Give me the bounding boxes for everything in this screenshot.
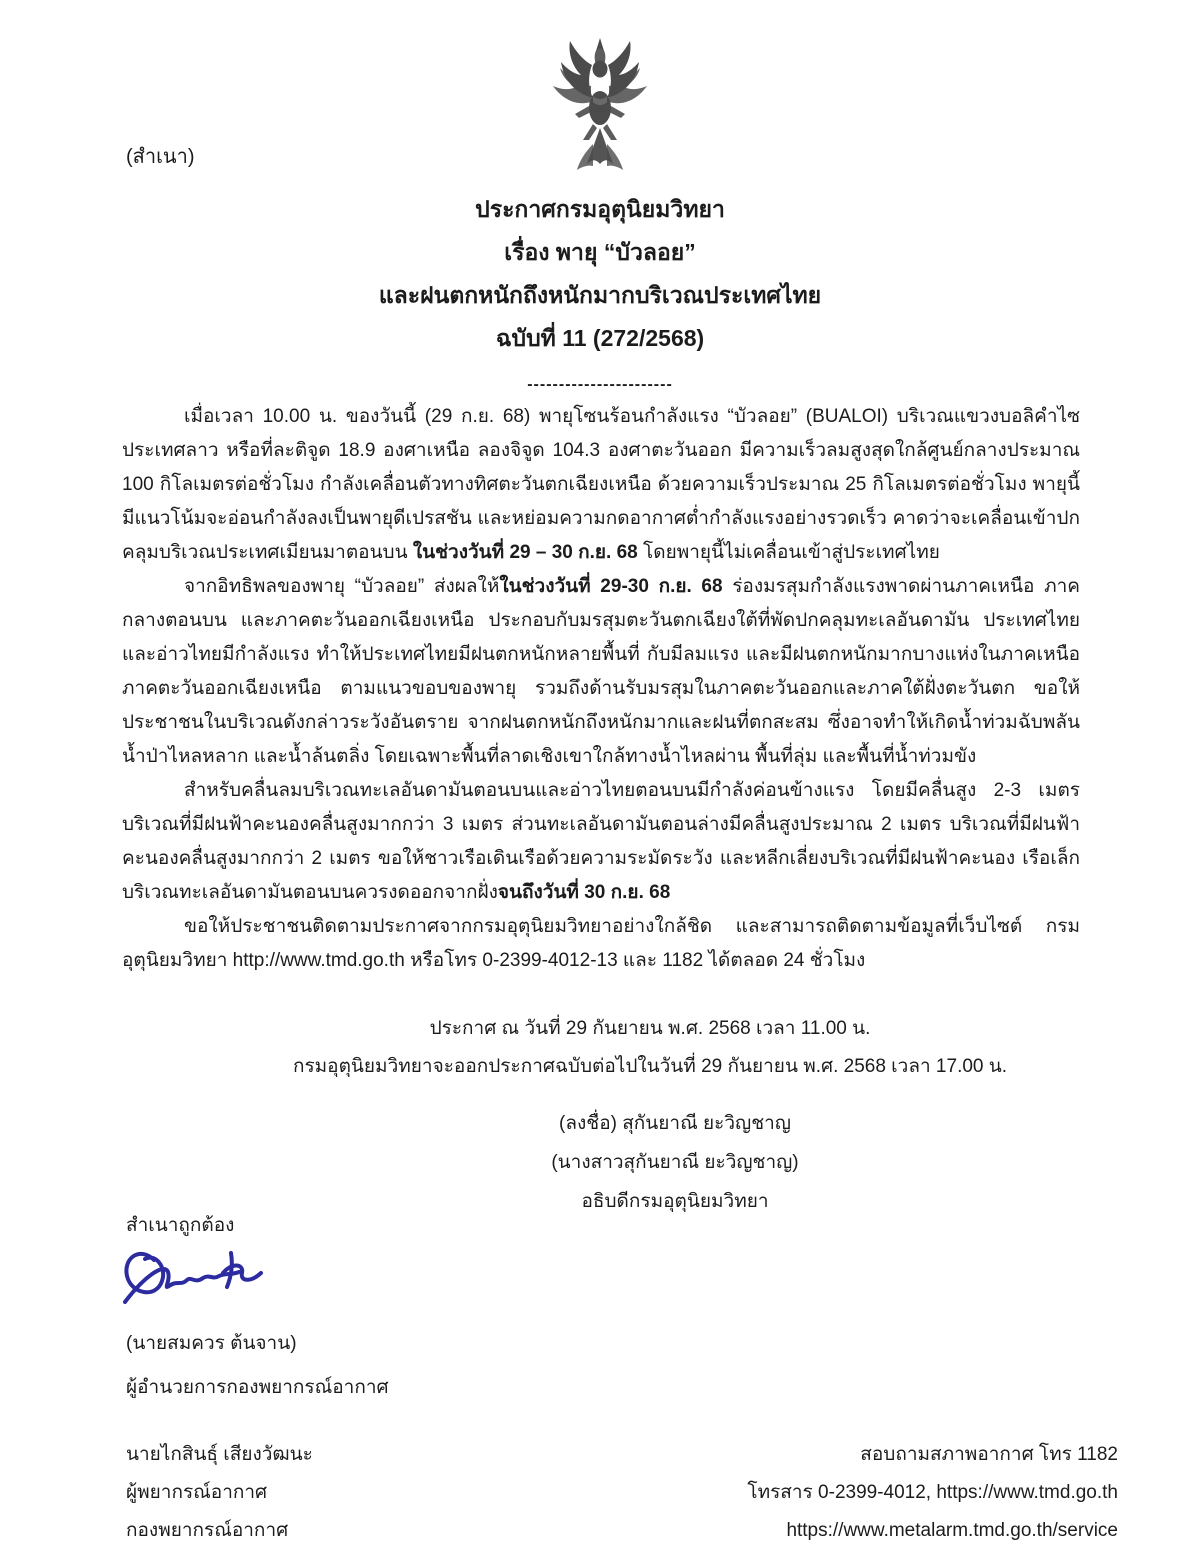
paragraph-3: สำหรับคลื่นลมบริเวณทะเลอันดามันตอนบนและอ่าวไทยตอนบนมีกำลังค่อนข้างแรง โดยมีคลื่นสูง 2-3 เมตร บริเวณที่มีฝนฟ้าคะนองคลื่นสูงมากกว่า 3 เมตร ส่วนทะเลอันดามันตอนล่างมีคลื่นสูงประมาณ 2 เมตร บริเวณที่มีฝนฟ้าคะนองคลื่นสูงมากกว่า 2 เมตร ขอให้ชาวเรือเดินเรือด้วยความระมัดระวัง และหลีกเลี่ยงบริเวณที่มีฝนฟ้าคะนอง เรือเล็กบริเวณทะเลอันดามันตอนบนควรงดออกจากฝั่งจนถึงวันที่ 30 ก.ย. 68 xyxy=(122,780,1080,903)
fax-and-website: โทรสาร 0-2399-4012, https://www.tmd.go.th xyxy=(747,1482,1118,1503)
footer-contact-block xyxy=(747,1436,1118,1550)
garuda-emblem xyxy=(0,36,1200,181)
weather-hotline: สอบถามสภาพอากาศ โทร 1182 xyxy=(860,1444,1118,1465)
garuda-emblem-icon xyxy=(541,36,659,176)
signer-block xyxy=(150,1104,1200,1221)
issued-date-line: ประกาศ ณ วันที่ 29 กันยายน พ.ศ. 2568 เวลา 11.00 น. xyxy=(429,1018,871,1039)
signed-by-line: (ลงชื่อ) สุกันยาณี ยะวิญชาญ xyxy=(559,1113,791,1134)
signature-ink-icon xyxy=(118,1244,270,1316)
issued-block xyxy=(50,1010,1200,1086)
subject-line-2: และฝนตกหนักถึงหนักมากบริเวณประเทศไทย xyxy=(378,282,822,308)
forecaster-division: กองพยากรณ์อากาศ xyxy=(126,1520,289,1541)
signer-name-line: (นางสาวสุกันยาณี ยะวิญชาญ) xyxy=(551,1152,799,1173)
dashed-separator: ----------------------- xyxy=(527,376,673,393)
subject-line-1: เรื่อง พายุ “บัวลอย” xyxy=(504,239,696,265)
footer-forecaster-block xyxy=(126,1436,313,1550)
next-issue-line: กรมอุตุนิยมวิทยาจะออกประกาศฉบับต่อไปในวันที่ 29 กันยายน พ.ศ. 2568 เวลา 17.00 น. xyxy=(292,1056,1008,1077)
document-header xyxy=(0,188,1200,410)
certifier-name: (นายสมควร ต้นจาน) xyxy=(126,1333,297,1354)
certifier-signature xyxy=(118,1244,389,1322)
forecaster-name: นายไกสินธุ์ เสียงวัฒนะ xyxy=(126,1444,313,1465)
paragraph-1: เมื่อเวลา 10.00 น. ของวันนี้ (29 ก.ย. 68) พายุโซนร้อนกำลังแรง “บัวลอย” (BUALOI) บริเวณแขวงบอลิคำไซ ประเทศลาว หรือที่ละติจูด 18.9 องศาเหนือ ลองจิจูด 104.3 องศาตะวันออก มีความเร็วลมสูงสุดใกล้ศูนย์กลางประมาณ 100 กิโลเมตรต่อชั่วโมง กำลังเคลื่อนตัวทางทิศตะวันตกเฉียงเหนือ ด้วยความเร็วประมาณ 25 กิโลเมตรต่อชั่วโมง พายุนี้มีแนวโน้มจะอ่อนกำลังลงเป็นพายุดีเปรสชัน และหย่อมความกดอากาศต่ำกำลังแรงอย่างรวดเร็ว คาดว่าจะเคลื่อนเข้าปกคลุมบริเวณประเทศเมียนมาตอนบน ในช่วงวันที่ 29 – 30 ก.ย. 68 โดยพายุนี้ไม่เคลื่อนเข้าสู่ประเทศไทย xyxy=(122,406,1080,563)
signer-position-line: อธิบดีกรมอุตุนิยมวิทยา xyxy=(581,1191,769,1212)
paragraph-2: จากอิทธิพลของพายุ “บัวลอย” ส่งผลให้ในช่วงวันที่ 29-30 ก.ย. 68 ร่องมรสุมกำลังแรงพาดผ่านภาคเหนือ ภาคกลางตอนบน และภาคตะวันออกเฉียงเหนือ ประกอบกับมรสุมตะวันตกเฉียงใต้ที่พัดปกคลุมทะเลอันดามัน ประเทศไทย และอ่าวไทยมีกำลังแรง ทำให้ประเทศไทยมีฝนตกหนักหลายพื้นที่ กับมีลมแรง และมีฝนตกหนักมากบางแห่งในภาคเหนือ ภาคตะวันออกเฉียงเหนือ ตามแนวขอบของพายุ รวมถึงด้านรับมรสุมในภาคตะวันออกและภาคใต้ฝั่งตะวันตก ขอให้ประชาชนในบริเวณดังกล่าวระวังอันตราย จากฝนตกหนักถึงหนักมากและฝนที่ตกสะสม ซึ่งอาจทำให้เกิดน้ำท่วมฉับพลัน น้ำป่าไหลหลาก และน้ำล้นตลิ่ง โดยเฉพาะพื้นที่ลาดเชิงเขาใกล้ทางน้ำไหลผ่าน พื้นที่ลุ่ม และพื้นที่น้ำท่วมขัง xyxy=(122,576,1080,767)
title-line: ประกาศกรมอุตุนิยมวิทยา xyxy=(475,196,725,222)
forecaster-position: ผู้พยากรณ์อากาศ xyxy=(126,1482,268,1503)
certification-block xyxy=(126,1210,389,1402)
copy-label: (สำเนา) xyxy=(126,146,195,168)
paragraph-4: ขอให้ประชาชนติดตามประกาศจากกรมอุตุนิยมวิทยาอย่างใกล้ชิด และสามารถติดตามข้อมูลที่เว็บไซต์ กรมอุตุนิยมวิทยา http://www.tmd.go.th หรือโทร 0-2399-4012-13 และ 1182 ได้ตลอด 24 ชั่วโมง xyxy=(122,916,1080,971)
issue-number: ฉบับที่ 11 (272/2568) xyxy=(495,325,705,351)
document-body xyxy=(122,400,1080,978)
certifier-position: ผู้อำนวยการกองพยากรณ์อากาศ xyxy=(126,1377,389,1398)
alert-service-url: https://www.metalarm.tmd.go.th/service xyxy=(786,1520,1118,1541)
certified-copy-label: สำเนาถูกต้อง xyxy=(126,1215,235,1236)
